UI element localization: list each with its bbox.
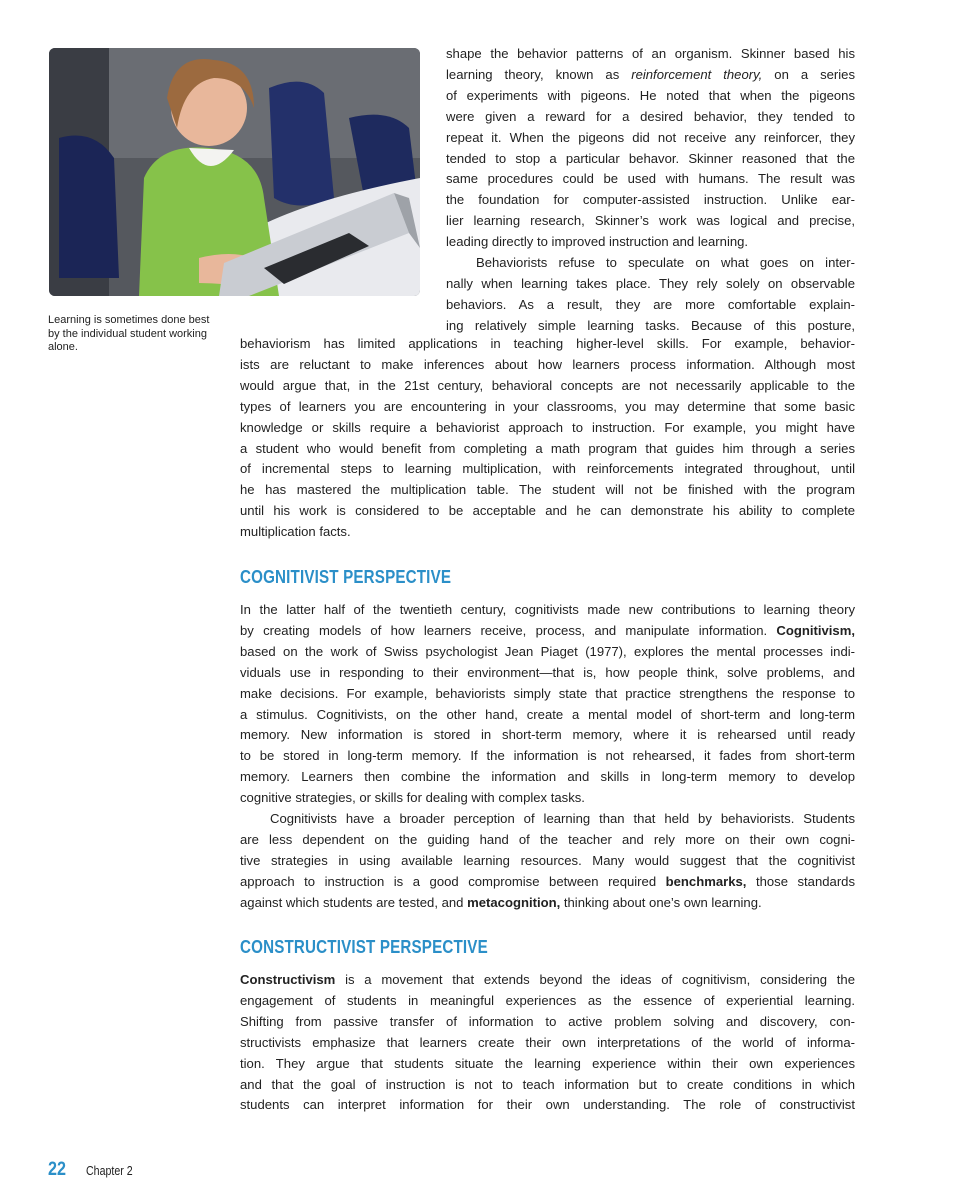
text-line: Constructivism is a movement that extends beyond the ideas of cognitivism, considering the — [240, 972, 855, 987]
text-line: by creating models of how learners receive, process, and manipulate information. Cognitivism, — [240, 622, 855, 638]
text-line: were given a reward for a desired behavior, they tended to — [446, 108, 855, 124]
text-line: tive strategies in using available learning resources. Many would suggest that the cognitivist — [240, 852, 855, 868]
text-line: same procedures could be used with humans. The result was — [446, 171, 855, 187]
emphasis-term: reinforcement theory, — [631, 66, 763, 82]
text-line: memory. New information is stored in short-term memory, where it is rehearsed until ready — [240, 727, 855, 743]
text-line: a student who would benefit from completing a math program that guides him through a series — [240, 440, 855, 456]
text-line: and that the goal of instruction is not to teach information but to create conditions in which — [240, 1076, 855, 1092]
text-line: the foundation for computer-assisted instruction. Unlike ear- — [446, 192, 855, 208]
page-number: 22 — [48, 1159, 66, 1180]
text-line: ing relatively simple learning tasks. Because of this posture, — [446, 317, 855, 333]
text-line: to be stored in long-term memory. If the information is not rehearsed, it fades from short-term — [240, 748, 855, 764]
key-term: metacognition, — [467, 894, 561, 910]
text-line: In the latter half of the twentieth century, cognitivists made new contributions to learning theory — [240, 602, 855, 617]
text-line: would argue that, in the 21st century, behavioral concepts are not necessarily applicable to the — [240, 377, 855, 393]
student-laptop-photo — [49, 48, 420, 296]
behaviorism-continuation — [240, 334, 855, 543]
text-line: a stimulus. Cognitivists, on the other hand, create a mental model of short-term and long-term — [240, 706, 855, 722]
text-line: Cognitivists have a broader perception of learning than that held by behaviorists. Students — [270, 811, 855, 827]
section-heading-cognitivist: COGNITIVIST PERSPECTIVE — [240, 566, 452, 587]
key-term: Cognitivism, — [776, 622, 855, 638]
text-line: Shifting from passive transfer of information to active problem solving and discovery, con- — [240, 1013, 855, 1029]
chapter-label: Chapter 2 — [86, 1164, 133, 1178]
text-line: students can interpret information for their own understanding. The role of constructivist — [240, 1097, 855, 1113]
text-line: ists are reluctant to make inferences about how learners process information. Although most — [240, 356, 855, 372]
text-line: Behaviorists refuse to speculate on what goes on inter- — [476, 255, 855, 271]
text-line: learning theory, known as reinforcement theory, on a series — [446, 66, 856, 82]
text-line: leading directly to improved instruction and learning. — [446, 234, 749, 250]
text-line: engagement of students in meaningful experiences as the essence of experiential learning. — [240, 992, 855, 1008]
cognitivist-section — [240, 600, 855, 914]
text-line: repeat it. When the pigeons did not receive any reinforcer, they — [446, 129, 855, 145]
text-line: are less dependent on the guiding hand of the teacher and rely more on their own cogni- — [240, 831, 855, 847]
text-line: viduals use in responding to their environment—that is, how people think, solve problems, and — [240, 664, 855, 680]
text-line: until his work is considered to be acceptable and he can demonstrate his ability to complete — [240, 503, 855, 519]
text-line: types of learners you are encountering in your classrooms, you may determine that some basic — [240, 398, 855, 414]
text-line: behaviorism has limited applications in teaching higher-level skills. For example, behavior- — [240, 336, 855, 351]
text-line: lier learning research, Skinner’s work was logical and precise, — [446, 213, 855, 229]
text-line: tended to stop a particular behavor. Skinner reasoned that the — [446, 150, 855, 166]
text-line: approach to instruction is a good compromise between required benchmarks, those standards — [240, 873, 856, 889]
text-line: based on the work of Swiss psychologist Jean Piaget (1977), explores the mental processes indi- — [240, 643, 855, 659]
section-heading-constructivist: CONSTRUCTIVIST PERSPECTIVE — [240, 936, 488, 957]
top-column-text — [446, 44, 855, 337]
text-line: nally when learning takes place. They rely solely on observable — [446, 275, 855, 291]
text-line: make decisions. For example, behaviorists simply state that practice strengthens the response to — [240, 685, 855, 701]
text-line: behaviors. As a result, they are more comfortable explain- — [446, 296, 855, 312]
key-term: Constructivism — [240, 972, 336, 987]
key-term: benchmarks, — [665, 873, 747, 889]
constructivist-section — [240, 970, 855, 1116]
text-line: tion. They argue that students situate the learning experience within their own experiences — [240, 1055, 855, 1071]
photo-caption: Learning is sometimes done best by the individual student working alone. — [48, 314, 210, 354]
text-line: multiplication facts. — [240, 524, 351, 540]
text-line: against which students are tested, and metacognition, thinking about one’s own learning. — [240, 894, 762, 910]
text-line: of experiments with pigeons. He noted that when the pigeons — [446, 87, 855, 103]
text-line: knowledge or skills require a behaviorist approach to instruction. For example, you might have — [240, 419, 855, 435]
text-line: structivists emphasize that learners create their own interpretations of the world of informa- — [240, 1034, 855, 1050]
text-line: memory. Learners then combine the information and skills in long-term memory to develop — [240, 769, 855, 785]
text-line: of incremental steps to learning multiplication, with reinforcements integrated throughout, until — [240, 461, 855, 477]
text-line: he has mastered the multiplication table. The student will not be finished with the program — [240, 482, 855, 498]
text-line: cognitive strategies, or skills for dealing with complex tasks. — [240, 790, 585, 806]
text-line: shape the behavior patterns of an organism. Skinner based his — [446, 46, 855, 61]
